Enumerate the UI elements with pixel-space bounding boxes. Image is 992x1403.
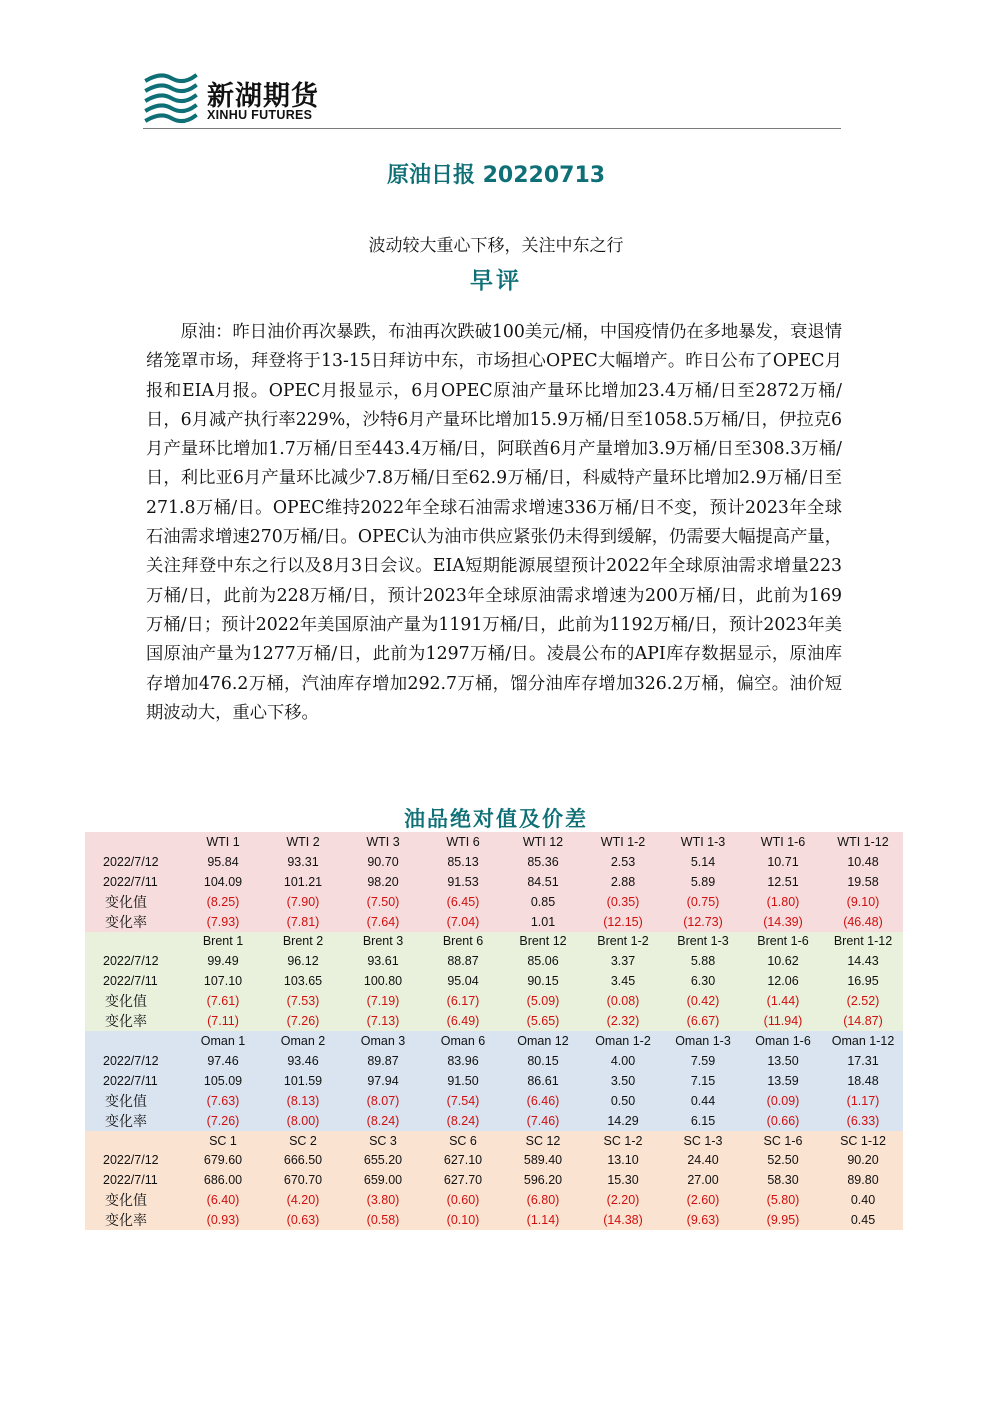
table-cell: (6.67): [663, 1011, 743, 1031]
table-cell: 596.20: [503, 1170, 583, 1190]
table-row: [85, 1210, 903, 1230]
table-header-cell: SC 2: [263, 1131, 343, 1151]
table-row-label: 2022/7/11: [85, 971, 183, 991]
table-cell: 1.01: [503, 912, 583, 932]
table-row-label: 变化率: [85, 1210, 183, 1230]
table-cell: (7.11): [183, 1011, 263, 1031]
table-header-cell: WTI 1-2: [583, 832, 663, 852]
table-header-row-brent: [85, 932, 903, 952]
table-cell: 3.37: [583, 951, 663, 971]
table-cell: (8.13): [263, 1091, 343, 1111]
table-cell: (0.60): [423, 1190, 503, 1210]
table-cell: 101.21: [263, 872, 343, 892]
table-header-row-sc: [85, 1131, 903, 1151]
table-cell: 83.96: [423, 1051, 503, 1071]
table-row: [85, 892, 903, 912]
table-header-cell: Brent 2: [263, 932, 343, 952]
table-cell: (14.87): [823, 1011, 903, 1031]
table-cell: 98.20: [343, 872, 423, 892]
table-cell: (7.53): [263, 991, 343, 1011]
xinhu-logo-icon: [143, 70, 199, 124]
table-row-label: 2022/7/11: [85, 872, 183, 892]
table-cell: (46.48): [823, 912, 903, 932]
table-row-label: 变化率: [85, 1011, 183, 1031]
table-cell: 2.53: [583, 852, 663, 872]
table-header-blank: [85, 1131, 183, 1151]
table-cell: (7.13): [343, 1011, 423, 1031]
report-title: 原油日报 20220713: [386, 163, 606, 188]
table-cell: (0.09): [743, 1091, 823, 1111]
table-header-cell: WTI 1: [183, 832, 263, 852]
table-cell: 5.88: [663, 951, 743, 971]
table-row: [85, 1091, 903, 1111]
table-row: [85, 852, 903, 872]
table-cell: 90.70: [343, 852, 423, 872]
table-cell: 3.50: [583, 1071, 663, 1091]
table-header-cell: Oman 12: [503, 1031, 583, 1051]
table-cell: 95.84: [183, 852, 263, 872]
table-cell: 93.61: [343, 951, 423, 971]
table-header-cell: Brent 1-12: [823, 932, 903, 952]
table-cell: 105.09: [183, 1071, 263, 1091]
table-cell: (6.17): [423, 991, 503, 1011]
table-header-cell: SC 6: [423, 1131, 503, 1151]
table-row: [85, 1071, 903, 1091]
price-table-body: [85, 832, 903, 1230]
table-cell: (14.39): [743, 912, 823, 932]
table-cell: (6.80): [503, 1190, 583, 1210]
table-cell: (6.49): [423, 1011, 503, 1031]
table-row-label: 变化率: [85, 1111, 183, 1131]
table-header-blank: [85, 932, 183, 952]
table-header-cell: Oman 6: [423, 1031, 503, 1051]
table-header-cell: WTI 1-3: [663, 832, 743, 852]
table-cell: 13.10: [583, 1150, 663, 1170]
table-cell: (2.32): [583, 1011, 663, 1031]
table-cell: 627.70: [423, 1170, 503, 1190]
table-row: [85, 1111, 903, 1131]
table-cell: 13.50: [743, 1051, 823, 1071]
table-cell: 107.10: [183, 971, 263, 991]
table-row: [85, 872, 903, 892]
table-cell: (0.75): [663, 892, 743, 912]
table-cell: 104.09: [183, 872, 263, 892]
table-cell: 90.20: [823, 1150, 903, 1170]
table-cell: (7.26): [183, 1111, 263, 1131]
table-header-blank: [85, 832, 183, 852]
table-cell: (8.07): [343, 1091, 423, 1111]
table-header-cell: Oman 1-2: [583, 1031, 663, 1051]
table-header-cell: Brent 1-3: [663, 932, 743, 952]
table-header-cell: Oman 1-3: [663, 1031, 743, 1051]
table-cell: 91.53: [423, 872, 503, 892]
report-subtitle: 波动较大重心下移，关注中东之行: [368, 236, 624, 256]
table-row-label: 2022/7/12: [85, 1051, 183, 1071]
table-header-cell: SC 12: [503, 1131, 583, 1151]
table-cell: (0.63): [263, 1210, 343, 1230]
table-cell: 18.48: [823, 1071, 903, 1091]
table-cell: 88.87: [423, 951, 503, 971]
table-cell: 19.58: [823, 872, 903, 892]
table-cell: (12.15): [583, 912, 663, 932]
table-row-label: 2022/7/11: [85, 1170, 183, 1190]
table-row-label: 2022/7/12: [85, 1150, 183, 1170]
table-cell: 97.46: [183, 1051, 263, 1071]
table-cell: (1.17): [823, 1091, 903, 1111]
table-cell: 5.14: [663, 852, 743, 872]
table-cell: 58.30: [743, 1170, 823, 1190]
table-cell: (9.63): [663, 1210, 743, 1230]
table-cell: (4.20): [263, 1190, 343, 1210]
table-cell: 52.50: [743, 1150, 823, 1170]
price-table: [85, 832, 903, 1230]
morning-review-paragraph: 原油：昨日油价再次暴跌，布油再次跌破100美元/桶，中国疫情仍在多地暴发，衰退情绪笼罩市场，拜登将于13-15日拜访中东，市场担心OPEC大幅增产。昨日公布了OPEC月报和EIA月报。OPEC月报显示，6月OPEC原油产量环比增加23.4万桶/日至2872万桶/日，6月减产执行率229%，沙特6月产量环比增加15.9万桶/日至1058.5万桶/日，伊拉克6月产量环比增加1.7万桶/日至443.4万桶/日，阿联酋6月产量增加3.9万桶/日至308.3万桶/日，利比亚6月产量环比减少7.8万桶/日至62.9万桶/日，科威特产量环比增加2.9万桶/日至271.8万桶/日。OPEC维持2022年全球石油需求增速336万桶/日不变，预计2023年全球石油需求增速270万桶/日。OPEC认为油市供应紧张仍未得到缓解，仍需要大幅提高产量，关注拜登中东之行以及8月3日会议。EIA短期能源展望预计2022年全球原油需求增量223万桶/日，此前为228万桶/日，预计2023年全球原油需求增速为200万桶/日，此前为169万桶/日；预计2022年美国原油产量为1191万桶/日，此前为1192万桶/日，预计2023年美国原油产量为1277万桶/日，此前为1297万桶/日。凌晨公布的API库存数据显示，原油库存增加476.2万桶，汽油库存增加292.7万桶，馏分油库存增加326.2万桶，偏空。油价短期波动大，重心下移。: [146, 322, 842, 723]
table-row: [85, 971, 903, 991]
table-cell: (1.80): [743, 892, 823, 912]
table-cell: 100.80: [343, 971, 423, 991]
table-cell: 15.30: [583, 1170, 663, 1190]
table-cell: 24.40: [663, 1150, 743, 1170]
table-cell: 17.31: [823, 1051, 903, 1071]
table-header-cell: Oman 3: [343, 1031, 423, 1051]
table-cell: 10.71: [743, 852, 823, 872]
brand-logo: [143, 70, 333, 124]
brand-name-en: XINHU FUTURES: [207, 108, 313, 122]
table-row-label: 2022/7/12: [85, 951, 183, 971]
table-cell: 0.40: [823, 1190, 903, 1210]
table-cell: (14.38): [583, 1210, 663, 1230]
table-cell: (8.24): [343, 1111, 423, 1131]
table-cell: (7.90): [263, 892, 343, 912]
table-cell: 93.46: [263, 1051, 343, 1071]
table-cell: 93.31: [263, 852, 343, 872]
table-cell: 589.40: [503, 1150, 583, 1170]
table-cell: 7.59: [663, 1051, 743, 1071]
table-cell: (7.81): [263, 912, 343, 932]
table-row-label: 2022/7/11: [85, 1071, 183, 1091]
table-header-cell: WTI 6: [423, 832, 503, 852]
table-cell: 5.89: [663, 872, 743, 892]
table-cell: 95.04: [423, 971, 503, 991]
table-header-row-wti: [85, 832, 903, 852]
table-cell: (11.94): [743, 1011, 823, 1031]
table-cell: (8.00): [263, 1111, 343, 1131]
table-cell: 655.20: [343, 1150, 423, 1170]
table-cell: 14.43: [823, 951, 903, 971]
table-header-cell: Oman 2: [263, 1031, 343, 1051]
table-cell: 91.50: [423, 1071, 503, 1091]
table-header-cell: SC 1: [183, 1131, 263, 1151]
table-header-row-oman: [85, 1031, 903, 1051]
table-cell: (6.46): [503, 1091, 583, 1111]
price-table-heading: 油品绝对值及价差: [404, 807, 588, 831]
table-cell: (7.54): [423, 1091, 503, 1111]
table-cell: 666.50: [263, 1150, 343, 1170]
table-header-cell: Oman 1: [183, 1031, 263, 1051]
table-cell: (5.65): [503, 1011, 583, 1031]
table-cell: 6.15: [663, 1111, 743, 1131]
table-cell: 0.85: [503, 892, 583, 912]
table-cell: (8.25): [183, 892, 263, 912]
table-cell: 13.59: [743, 1071, 823, 1091]
table-row-label: 变化值: [85, 1190, 183, 1210]
table-cell: 90.15: [503, 971, 583, 991]
table-cell: 2.88: [583, 872, 663, 892]
table-cell: 12.51: [743, 872, 823, 892]
table-cell: (6.33): [823, 1111, 903, 1131]
table-cell: 7.15: [663, 1071, 743, 1091]
table-cell: 12.06: [743, 971, 823, 991]
table-row-label: 变化值: [85, 892, 183, 912]
table-cell: (9.10): [823, 892, 903, 912]
table-row: [85, 1051, 903, 1071]
table-cell: (7.50): [343, 892, 423, 912]
table-header-cell: Oman 1-12: [823, 1031, 903, 1051]
table-row-label: 变化值: [85, 1091, 183, 1111]
table-cell: (9.95): [743, 1210, 823, 1230]
table-header-cell: Brent 1: [183, 932, 263, 952]
table-cell: 85.06: [503, 951, 583, 971]
table-cell: (0.58): [343, 1210, 423, 1230]
table-header-cell: Brent 6: [423, 932, 503, 952]
table-header-cell: SC 3: [343, 1131, 423, 1151]
table-cell: 10.62: [743, 951, 823, 971]
table-row: [85, 991, 903, 1011]
table-cell: 84.51: [503, 872, 583, 892]
table-row-label: 变化率: [85, 912, 183, 932]
table-header-cell: WTI 12: [503, 832, 583, 852]
table-cell: 86.61: [503, 1071, 583, 1091]
table-cell: (7.64): [343, 912, 423, 932]
table-cell: (0.10): [423, 1210, 503, 1230]
table-cell: 89.80: [823, 1170, 903, 1190]
table-header-cell: WTI 1-12: [823, 832, 903, 852]
table-cell: 89.87: [343, 1051, 423, 1071]
table-cell: (7.63): [183, 1091, 263, 1111]
table-cell: (0.66): [743, 1111, 823, 1131]
table-row: [85, 1011, 903, 1031]
table-header-cell: SC 1-2: [583, 1131, 663, 1151]
table-header-cell: SC 1-3: [663, 1131, 743, 1151]
table-cell: (5.09): [503, 991, 583, 1011]
table-cell: 16.95: [823, 971, 903, 991]
table-cell: 627.10: [423, 1150, 503, 1170]
table-cell: 686.00: [183, 1170, 263, 1190]
table-cell: 659.00: [343, 1170, 423, 1190]
table-row: [85, 1170, 903, 1190]
table-cell: 85.13: [423, 852, 503, 872]
table-cell: 80.15: [503, 1051, 583, 1071]
table-cell: (7.19): [343, 991, 423, 1011]
header-divider: [143, 128, 841, 129]
table-cell: (0.93): [183, 1210, 263, 1230]
table-cell: 27.00: [663, 1170, 743, 1190]
table-cell: (0.08): [583, 991, 663, 1011]
table-cell: (1.44): [743, 991, 823, 1011]
table-cell: (0.42): [663, 991, 743, 1011]
table-cell: (1.14): [503, 1210, 583, 1230]
table-cell: (6.45): [423, 892, 503, 912]
table-row-label: 变化值: [85, 991, 183, 1011]
table-header-cell: Oman 1-6: [743, 1031, 823, 1051]
table-cell: (7.93): [183, 912, 263, 932]
table-cell: (3.80): [343, 1190, 423, 1210]
table-cell: 85.36: [503, 852, 583, 872]
table-cell: 0.50: [583, 1091, 663, 1111]
table-header-cell: Brent 12: [503, 932, 583, 952]
table-header-cell: Brent 1-2: [583, 932, 663, 952]
table-row: [85, 1150, 903, 1170]
table-cell: (12.73): [663, 912, 743, 932]
table-header-cell: SC 1-6: [743, 1131, 823, 1151]
table-row: [85, 951, 903, 971]
table-cell: (7.04): [423, 912, 503, 932]
table-cell: (2.20): [583, 1190, 663, 1210]
table-row: [85, 1190, 903, 1210]
table-cell: (5.80): [743, 1190, 823, 1210]
table-cell: 14.29: [583, 1111, 663, 1131]
table-cell: 670.70: [263, 1170, 343, 1190]
table-header-cell: SC 1-12: [823, 1131, 903, 1151]
table-header-cell: Brent 1-6: [743, 932, 823, 952]
table-cell: (6.40): [183, 1190, 263, 1210]
morning-review-heading: 早评: [470, 268, 522, 294]
brand-name-cn: 新湖期货: [207, 81, 319, 112]
table-cell: (0.35): [583, 892, 663, 912]
table-cell: 0.44: [663, 1091, 743, 1111]
table-cell: 10.48: [823, 852, 903, 872]
table-cell: 4.00: [583, 1051, 663, 1071]
table-cell: 99.49: [183, 951, 263, 971]
table-cell: 96.12: [263, 951, 343, 971]
table-cell: 0.45: [823, 1210, 903, 1230]
table-cell: (2.60): [663, 1190, 743, 1210]
table-header-cell: WTI 1-6: [743, 832, 823, 852]
table-cell: 101.59: [263, 1071, 343, 1091]
table-cell: 6.30: [663, 971, 743, 991]
table-cell: (7.46): [503, 1111, 583, 1131]
table-header-cell: WTI 3: [343, 832, 423, 852]
table-row-label: 2022/7/12: [85, 852, 183, 872]
table-cell: 97.94: [343, 1071, 423, 1091]
table-cell: (2.52): [823, 991, 903, 1011]
table-cell: (8.24): [423, 1111, 503, 1131]
table-row: [85, 912, 903, 932]
table-header-cell: Brent 3: [343, 932, 423, 952]
table-cell: 3.45: [583, 971, 663, 991]
table-header-cell: WTI 2: [263, 832, 343, 852]
table-cell: 103.65: [263, 971, 343, 991]
table-cell: (7.26): [263, 1011, 343, 1031]
table-header-blank: [85, 1031, 183, 1051]
table-cell: (7.61): [183, 991, 263, 1011]
table-cell: 679.60: [183, 1150, 263, 1170]
